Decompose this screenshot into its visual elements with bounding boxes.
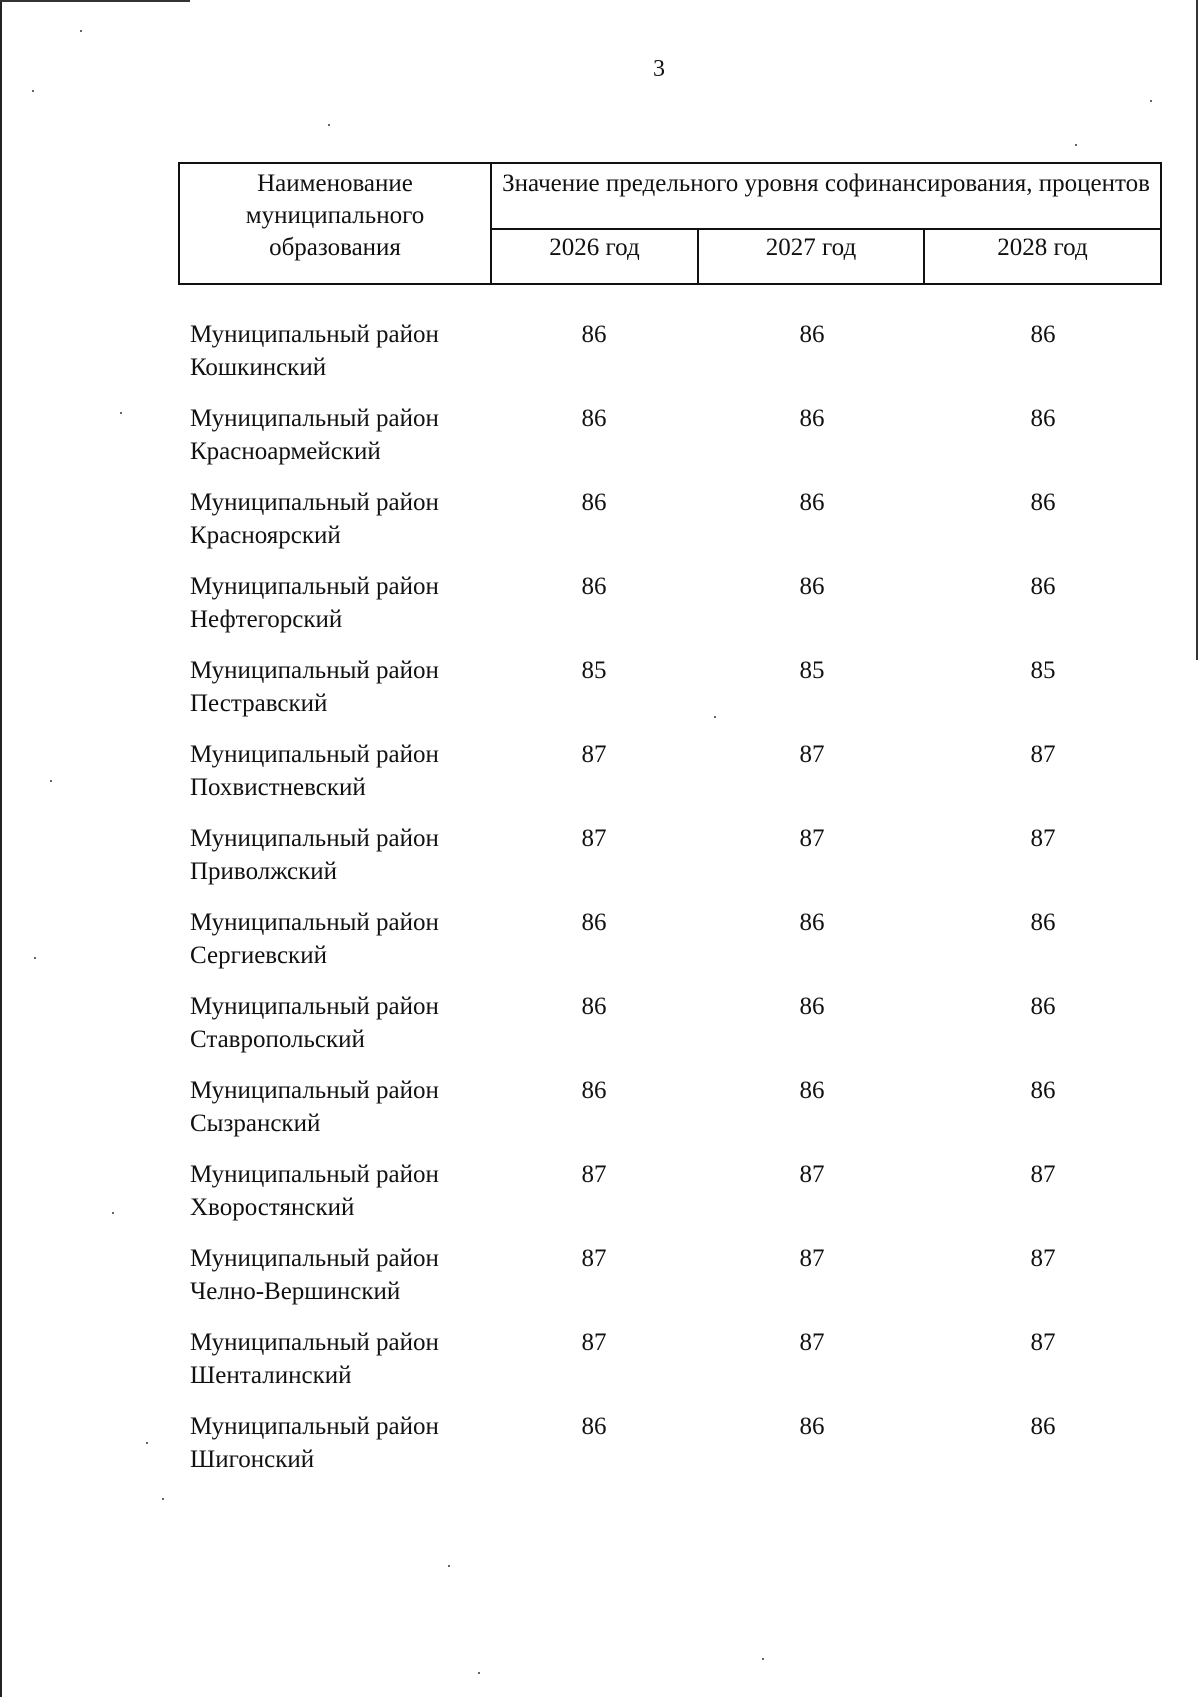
table-row: [190, 1326, 1170, 1410]
header-year-2027: 2027 год: [699, 230, 925, 283]
value-2028: 86: [1030, 1413, 1056, 1440]
value-2028: 87: [1030, 1329, 1056, 1356]
value-2027: 87: [799, 825, 825, 852]
value-2026: 85: [581, 657, 607, 684]
value-2028: 87: [1030, 1245, 1056, 1272]
table-row: [190, 906, 1170, 990]
scan-speck: [80, 30, 82, 32]
value-2026: 86: [581, 993, 607, 1020]
table-row: [190, 570, 1170, 654]
municipality-name: Муниципальный район Челно-Вершинский: [190, 1245, 439, 1305]
table-row: [190, 1410, 1170, 1494]
value-2027: 86: [799, 321, 825, 348]
scan-speck: [1075, 144, 1077, 146]
header-municipality-name: Наименование муниципального образования: [180, 164, 492, 283]
scan-speck: [328, 124, 330, 126]
municipality-name: Муниципальный район Кошкинский: [190, 321, 439, 381]
value-2027: 86: [799, 489, 825, 516]
municipality-name: Муниципальный район Нефтегорский: [190, 573, 439, 633]
scan-speck: [32, 90, 34, 92]
value-2027: 86: [799, 993, 825, 1020]
value-2028: 86: [1030, 405, 1056, 432]
municipality-name: Муниципальный район Пестравский: [190, 657, 439, 717]
scan-speck: [1150, 100, 1152, 102]
value-2028: 86: [1030, 489, 1056, 516]
value-2027: 86: [799, 573, 825, 600]
scan-speck: [120, 412, 122, 414]
value-2027: 86: [799, 405, 825, 432]
value-2028: 85: [1030, 657, 1056, 684]
scan-speck: [34, 957, 36, 959]
scan-speck: [162, 1498, 164, 1500]
value-2028: 86: [1030, 573, 1056, 600]
scan-speck: [478, 1672, 480, 1674]
value-2026: 86: [581, 1413, 607, 1440]
table-row: [190, 486, 1170, 570]
scan-speck: [50, 780, 52, 782]
value-2027: 87: [799, 1161, 825, 1188]
value-2026: 86: [581, 1077, 607, 1104]
value-2028: 87: [1030, 825, 1056, 852]
table-row: [190, 990, 1170, 1074]
municipality-name: Муниципальный район Похвистневский: [190, 741, 439, 801]
table-header: [178, 162, 1162, 285]
municipality-name: Муниципальный район Шенталинский: [190, 1329, 439, 1389]
header-year-2026: 2026 год: [492, 230, 699, 283]
municipality-name: Муниципальный район Сызранский: [190, 1077, 439, 1137]
value-2028: 86: [1030, 321, 1056, 348]
value-2027: 87: [799, 741, 825, 768]
municipality-name: Муниципальный район Приволжский: [190, 825, 439, 885]
value-2028: 87: [1030, 1161, 1056, 1188]
table-row: [190, 654, 1170, 738]
value-2027: 87: [799, 1245, 825, 1272]
value-2028: 86: [1030, 909, 1056, 936]
scan-edge-right: [1196, 0, 1198, 660]
scan-speck: [762, 1658, 764, 1660]
value-2027: 86: [799, 1413, 825, 1440]
municipality-name: Муниципальный район Ставропольский: [190, 993, 439, 1053]
value-2026: 86: [581, 405, 607, 432]
header-year-2028: 2028 год: [997, 234, 1088, 261]
table-row: [190, 1074, 1170, 1158]
municipality-name: Муниципальный район Красноярский: [190, 489, 439, 549]
value-2026: 86: [581, 573, 607, 600]
value-2028: 87: [1030, 741, 1056, 768]
scan-speck: [448, 1565, 450, 1567]
value-2026: 87: [581, 825, 607, 852]
scan-speck: [112, 1212, 114, 1214]
table-row: [190, 402, 1170, 486]
value-2027: 86: [799, 909, 825, 936]
value-2028: 86: [1030, 1077, 1056, 1104]
table-row: [190, 318, 1170, 402]
value-2026: 87: [581, 1329, 607, 1356]
value-2026: 86: [581, 321, 607, 348]
municipality-name: Муниципальный район Шигонский: [190, 1413, 439, 1473]
table-body: [190, 318, 1170, 1494]
value-2028: 86: [1030, 993, 1056, 1020]
table-row: [190, 822, 1170, 906]
municipality-name: Муниципальный район Сергиевский: [190, 909, 439, 969]
scan-edge-left: [0, 0, 2, 1697]
value-2026: 87: [581, 1245, 607, 1272]
value-2026: 87: [581, 1161, 607, 1188]
value-2026: 86: [581, 909, 607, 936]
municipality-name: Муниципальный район Хворостянский: [190, 1161, 439, 1221]
scan-edge-top: [0, 0, 190, 2]
municipality-name: Муниципальный район Красноармейский: [190, 405, 439, 465]
value-2026: 87: [581, 741, 607, 768]
page-number: 3: [653, 56, 665, 82]
value-2027: 85: [799, 657, 825, 684]
value-2027: 86: [799, 1077, 825, 1104]
value-2026: 86: [581, 489, 607, 516]
table-row: [190, 1242, 1170, 1326]
table-row: [190, 738, 1170, 822]
header-cofinancing-level: Значение предельного уровня софинансирования, процентов: [492, 164, 1160, 230]
value-2027: 87: [799, 1329, 825, 1356]
scan-speck: [146, 1442, 148, 1444]
table-row: [190, 1158, 1170, 1242]
